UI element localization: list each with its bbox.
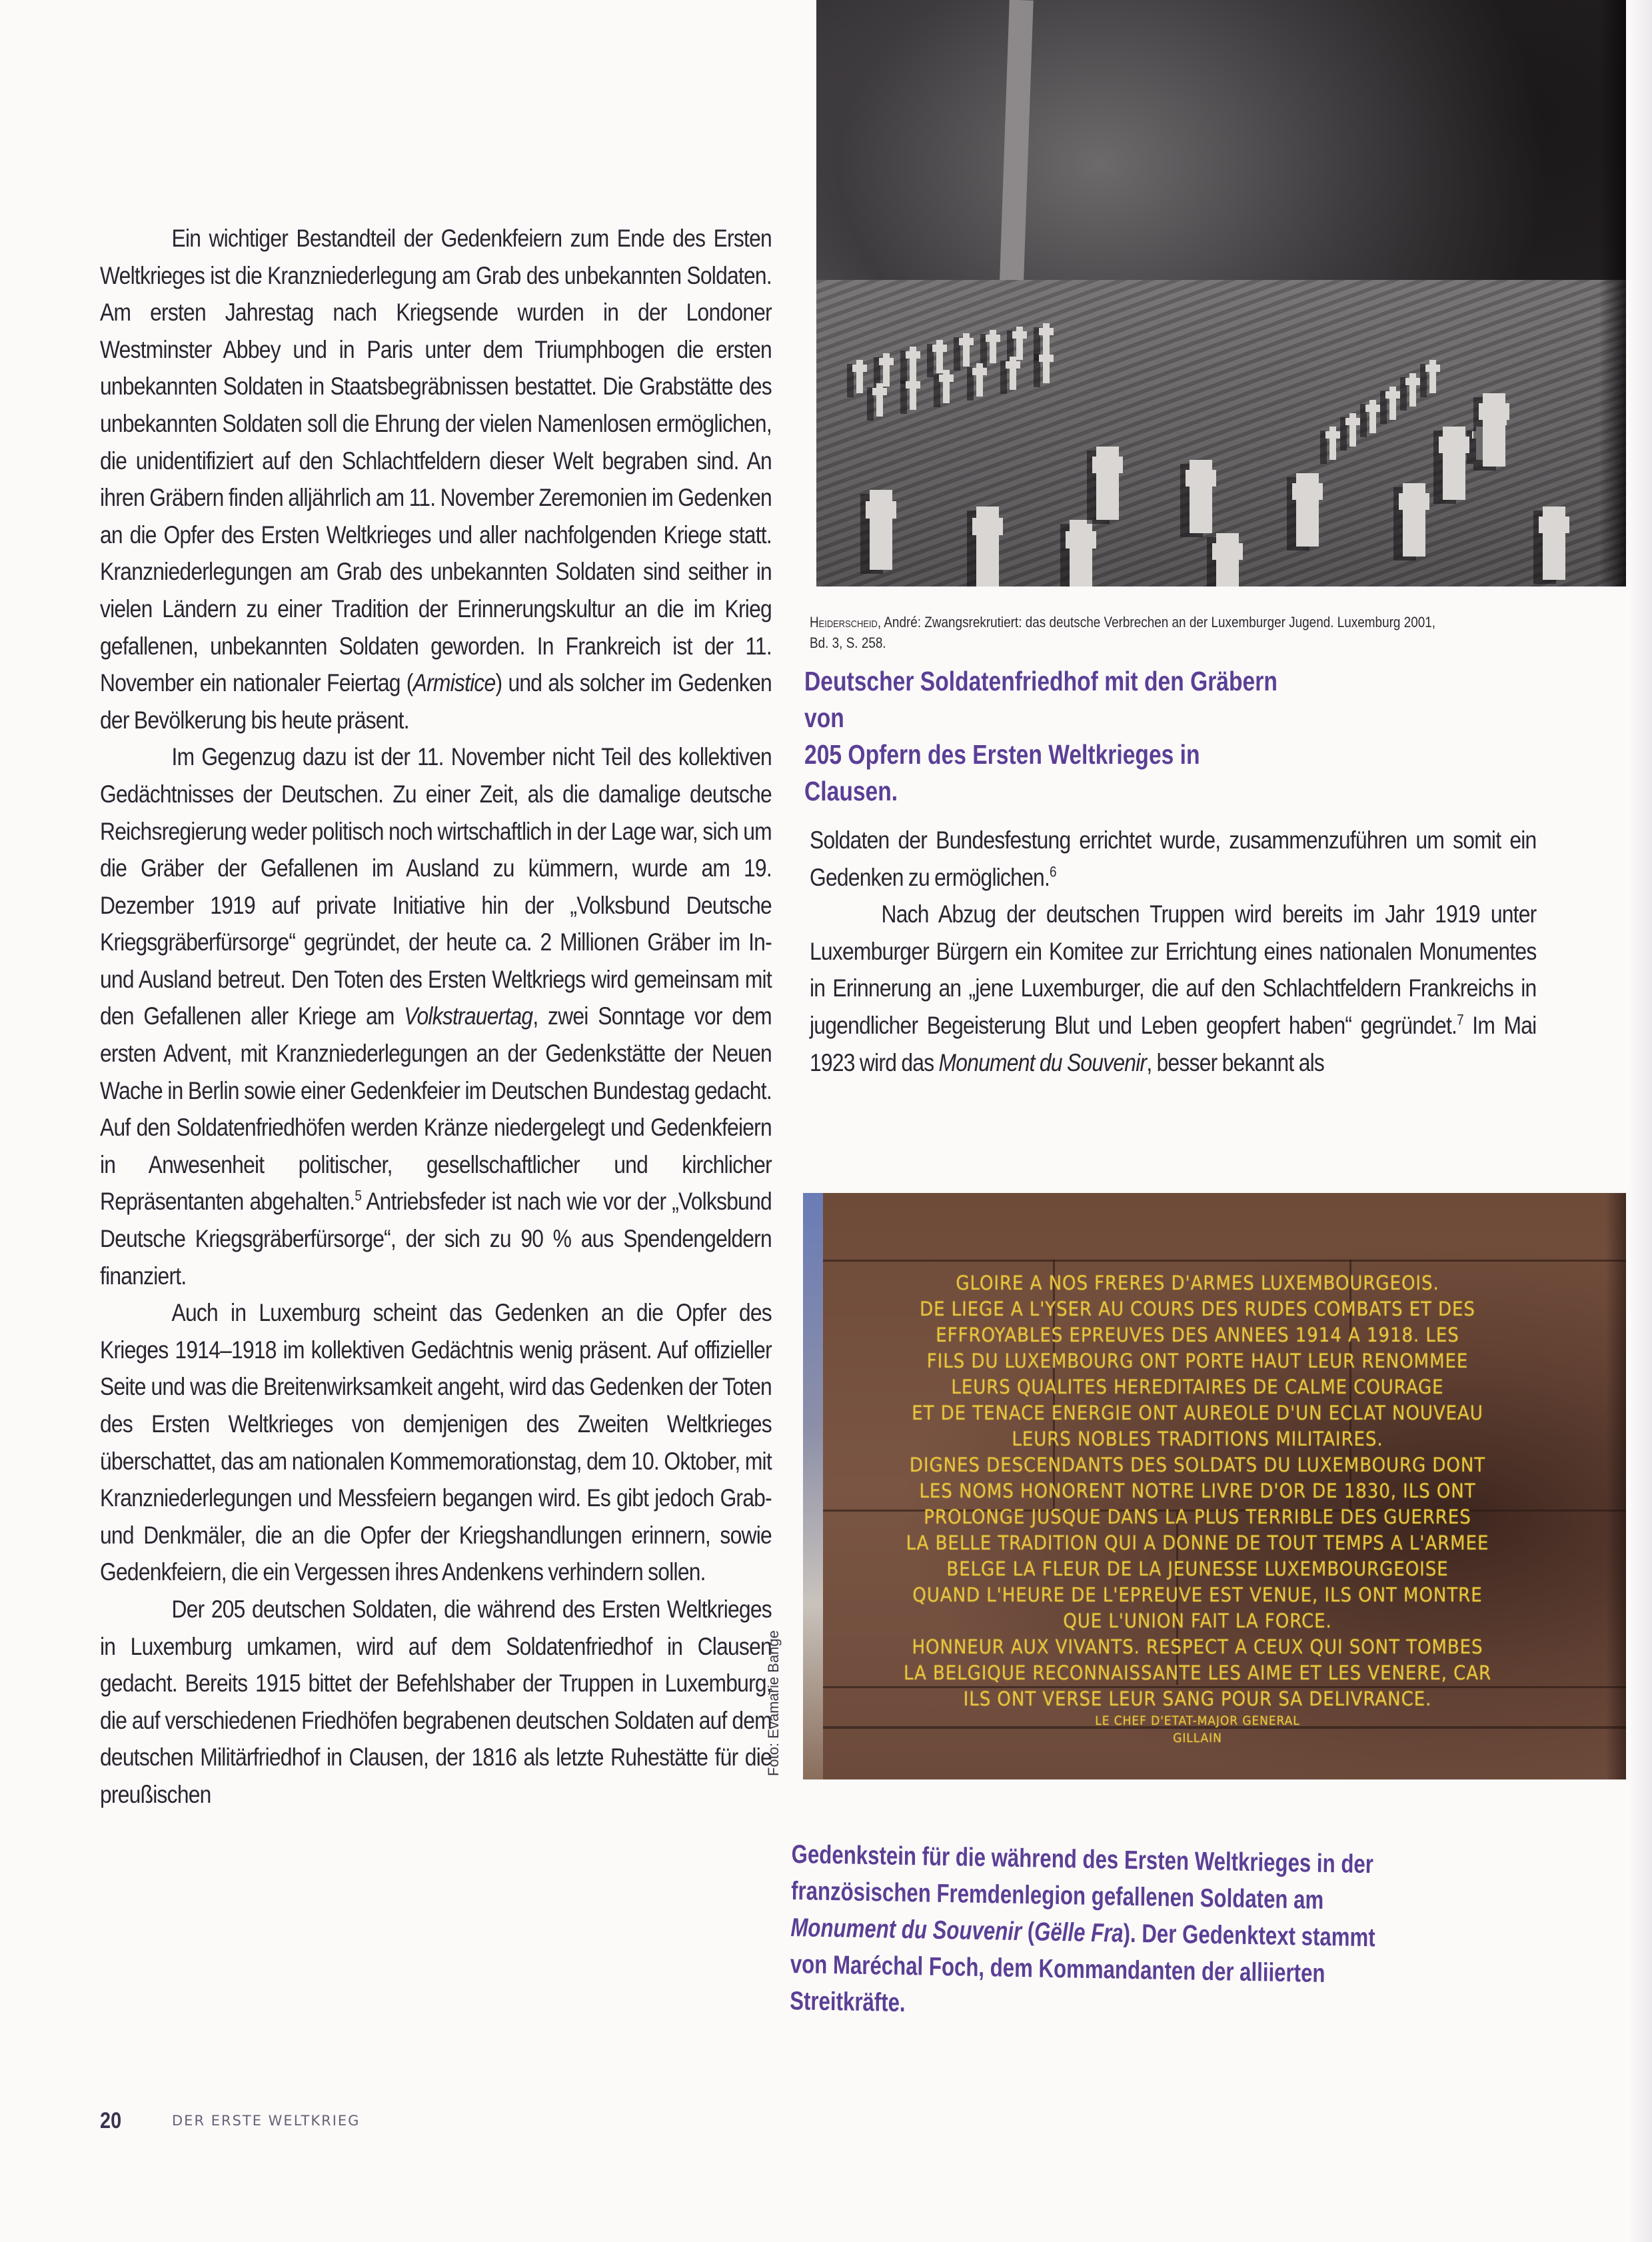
grave-cross: [1190, 460, 1212, 533]
inscription-line: LEURS NOBLES TRADITIONS MILITAIRES.: [1012, 1428, 1383, 1450]
paragraph: [810, 822, 1536, 896]
grave-cross: [1369, 400, 1376, 433]
paragraph-text: Soldaten der Bundesfestung errichtet wurde, zusammenzuführen um somit ein Gedenken zu ermöglichen.: [810, 826, 1537, 891]
caption-italic: Gëlle Fra: [1034, 1917, 1124, 1948]
grave-cross: [1349, 413, 1356, 447]
citation-author: Heiderscheid: [810, 614, 878, 630]
inscription-line: QUAND L'HEURE DE L'EPREUVE EST VENUE, ILS ONT MONTRE: [912, 1584, 1483, 1606]
paragraph: [810, 896, 1536, 1081]
inscription-line: DIGNES DESCENDANTS DES SOLDATS DU LUXEMBOURG DONT: [909, 1454, 1486, 1476]
inscription-line: FILS DU LUXEMBOURG ONT PORTE HAUT LEUR RENOMMEE: [926, 1350, 1469, 1372]
paragraph-text: Nach Abzug der deutschen Truppen wird bereits im Jahr 1919 unter Luxemburger Bürgern ein Komitee zur Errichtung eines nationalen Monumentes in Erinnerung an „jene Luxemburger, die auf den Schlachtfeldern Frankreichs in jugendlicher Begeisterung Blut und Leben geopfert haben“ gegründet.: [810, 900, 1537, 1039]
caption-italic: Monument du Souvenir: [790, 1913, 1022, 1947]
grave-cross: [963, 333, 970, 367]
citation-text: , André: Zwangsrekrutiert: das deutsche Verbrechen an der Luxemburger Jugend. Luxemburg 2001, Bd. 3, S. 258.: [810, 614, 1436, 651]
paragraph: Auch in Luxemburg scheint das Gedenken an die Opfer des Krieges 1914–1918 im kollektiven Gedächtnis wenig präsent. Auf offizieller Seite und was die Breitenwirksamkeit angeht, wird das Gedenken der Toten des Ersten Weltkrieges von demjenigen des Zweiten Weltkrieges überschattet, das am nationalen Kommemorationstag, dem 10. Oktober, mit Kranzniederlegungen und Messfeiern begangen wird. Es gibt jedoch Grab- und Denkmäler, die an die Opfer der Kriegshandlungen erinnern, sowie Gedenkfeiern, die ein Vergessen ihres Andenkens verhindern sollen.: [100, 1299, 772, 1586]
caption-text: (: [1021, 1917, 1035, 1947]
grave-cross: [990, 330, 996, 363]
inscription-signature: LE CHEF D'ETAT-MAJOR GENERAL: [1095, 1713, 1300, 1728]
grave-cross: [1329, 427, 1336, 460]
stone-joint: [823, 1260, 1626, 1262]
grave-cross: [910, 347, 916, 380]
grave-cross: [1483, 393, 1505, 467]
paragraph-text: Im Mai 1923 wird das: [810, 1011, 1537, 1076]
grave-cross: [1296, 473, 1319, 547]
left-text-column: [100, 220, 772, 1813]
photo-shadow: [1599, 0, 1626, 586]
footnote-ref[interactable]: 5: [355, 1188, 362, 1205]
grave-cross: [976, 507, 999, 586]
caption-line: 205 Opfern des Ersten Weltkrieges in Clausen.: [804, 739, 1200, 806]
running-title: DER ERSTE WELTKRIEG: [172, 2113, 361, 2129]
grave-cross: [1216, 533, 1239, 586]
inscription-line: LA BELGIQUE RECONNAISSANTE LES AIME ET LES VENERE, CAR: [903, 1662, 1492, 1684]
grave-cross: [910, 377, 916, 410]
grave-cross: [1429, 360, 1436, 393]
paragraph-text: Antriebsfeder ist nach wie vor der „Volksbund Deutsche Kriegsgräberfürsorge“, der sich zu 90 % aus Spendengeldern finanziert.: [100, 1188, 772, 1290]
image-source-citation: [810, 612, 1440, 653]
caption-text: ). Der Gedenktext stammt von Maréchal Foch, dem Kommandanten der alliierten Streitkräfte.: [789, 1919, 1375, 2017]
inscription-line: GLOIRE A NOS FRERES D'ARMES LUXEMBOURGEOIS.: [956, 1272, 1439, 1294]
paragraph-text: Im Gegenzug dazu ist der 11. November nicht Teil des kollektiven Gedächtnisses der Deutschen. Zu einer Zeit, als die damalige deutsche Reichsregierung weder politisch noch wirtschaftlich in der Lage war, sich um die Gräber der Gefallenen im Ausland zu kümmern, wurde am 19. Dezember 1919 auf private Initiative hin der „Volksbund Deutsche Kriegsgräberfürsorge“ gegründet, der heute ca. 2 Millionen Gräber im In- und Ausland betreut. Den Toten des Ersten Weltkriegs wird gemeinsam mit den Gefallenen aller Kriege am: [100, 743, 772, 1030]
grave-cross: [943, 370, 950, 403]
grave-cross: [1389, 387, 1396, 420]
paragraph-text: ) und als solcher im Gedenken der Bevölkerung bis heute präsent.: [100, 669, 772, 734]
monument-inscription: [850, 1270, 1545, 1747]
page-number: 20: [100, 2108, 122, 2133]
paragraph-text: , zwei Sonntage vor dem ersten Advent, mit Kranzniederlegungen an der Gedenkstätte der Neuen Wache in Berlin sowie einer Gedenkfeier im Deutschen Bundestag gedacht. Auf den Soldatenfriedhöfen werden Kränze niedergelegt und Gedenkfeiern in Anwesenheit politischer, gesellschaftlicher und kirchlicher Repräsentanten abgehalten.: [100, 1002, 772, 1216]
grave-cross: [1443, 427, 1465, 500]
italic-term: Monument du Souvenir: [938, 1048, 1147, 1076]
right-text-column: [810, 822, 1536, 1081]
inscription-line: DE LIEGE A L'YSER AU COURS DES RUDES COMBATS ET DES: [920, 1298, 1475, 1320]
grave-cross: [1043, 350, 1050, 383]
caption-line: Deutscher Soldatenfriedhof mit den Gräbern von: [804, 666, 1277, 733]
monument-caption: [790, 1836, 1378, 2029]
sky-strip: [803, 1193, 823, 1779]
inscription-line: ILS ONT VERSE LEUR SANG POUR SA DELIVRANCE.: [963, 1687, 1432, 1710]
grave-cross: [1543, 507, 1565, 580]
grave-cross: [1096, 447, 1119, 520]
inscription-line: LA BELLE TRADITION QUI A DONNE DE TOUT TEMPS A L'ARMEE: [906, 1532, 1489, 1554]
grave-cross: [1409, 373, 1416, 407]
grave-cross: [870, 490, 892, 570]
italic-term: Armistice: [413, 669, 496, 697]
footnote-ref[interactable]: 6: [1050, 863, 1056, 880]
photo-shadow: [1606, 1193, 1626, 1779]
italic-term: Volkstrauertag: [404, 1002, 533, 1030]
paragraph-text: Ein wichtiger Bestandteil der Gedenkfeiern zum Ende des Ersten Weltkrieges ist die Kranzniederlegung am Grab des unbekannten Soldaten. Am ersten Jahrestag nach Kriegsende wurden in der Londoner Westminster Abbey und in Paris unter dem Triumphbogen die ersten unbekannten Soldaten in Staatsbegräbnissen bestattet. Die Grabstätte des unbekannten Soldaten soll die Ehrung der vielen Namenlosen ermöglichen, die unidentifiziert auf den Schlachtfeldern dieser Welt begraben sind. An ihren Gräbern finden alljährlich am 11. November Zeremonien im Gedenken an die Opfer des Ersten Weltkrieges und aller nachfolgenden Kriege statt. Kranzniederlegungen am Grab des unbekannten Soldaten sind seither in vielen Ländern zu einer Tradition der Erinnerungskultur an die im Krieg gefallenen, unbekannten Soldaten geworden. In Frankreich ist der 11. November ein nationaler Feiertag (: [100, 225, 772, 697]
footnote-ref[interactable]: 7: [1457, 1011, 1463, 1028]
inscription-line: ET DE TENACE ENERGIE ONT AUREOLE D'UN ECLAT NOUVEAU: [912, 1402, 1483, 1424]
inscription-line: QUE L'UNION FAIT LA FORCE.: [1063, 1610, 1332, 1632]
paragraph: [100, 738, 772, 1294]
inscription-line: BELGE LA FLEUR DE LA JEUNESSE LUXEMBOURGEOISE: [946, 1558, 1449, 1580]
grave-cross: [1010, 357, 1016, 390]
grave-cross: [883, 353, 890, 387]
inscription-signature: GILLAIN: [1173, 1731, 1222, 1745]
grave-cross: [856, 360, 863, 393]
inscription-line: EFFROYABLES EPREUVES DES ANNEES 1914 A 1918. LES: [936, 1324, 1459, 1346]
grave-cross: [976, 363, 983, 397]
grave-cross: [936, 340, 943, 373]
inscription-line: LEURS QUALITES HEREDITAIRES DE CALME COURAGE: [951, 1376, 1444, 1398]
inscription-line: LES NOMS HONORENT NOTRE LIVRE D'OR DE 1830, ILS ONT: [919, 1480, 1476, 1502]
grave-cross: [876, 383, 883, 417]
grave-cross: [1403, 483, 1425, 557]
grave-cross: [1016, 327, 1023, 360]
inscription-line: PROLONGE JUSQUE DANS LA PLUS TERRIBLE DES GUERRES: [924, 1506, 1471, 1528]
grave-cross: [1476, 427, 1483, 460]
cemetery-photo: [816, 0, 1626, 586]
grave-cross: [1070, 520, 1092, 586]
photo-credit: Foto: Evamarie Bange: [765, 1630, 782, 1776]
page-edge-shadow: [1628, 0, 1652, 2242]
caption-text: Gedenkstein für die während des Ersten Weltkrieges in der französischen Fremdenlegion gefallenen Soldaten am: [790, 1839, 1374, 1915]
cemetery-caption: [804, 663, 1296, 810]
paragraph: Der 205 deutschen Soldaten, die während des Ersten Weltkrieges in Luxemburg umkamen, wird auf dem Soldatenfriedhof in Clausen gedacht. Bereits 1915 bittet der Befehlshaber der Truppen in Luxemburg, die auf verschiedenen Friedhöfen begrabenen deutschen Soldaten auf dem deutschen Militärfriedhof in Clausen, der 1816 als letzte Ruhestätte für die preußischen: [100, 1595, 772, 1808]
paragraph-text: , besser bekannt als: [1146, 1048, 1325, 1076]
monument-photo: [803, 1193, 1626, 1779]
paragraph: [100, 220, 772, 738]
inscription-line: HONNEUR AUX VIVANTS. RESPECT A CEUX QUI SONT TOMBES: [912, 1636, 1483, 1658]
